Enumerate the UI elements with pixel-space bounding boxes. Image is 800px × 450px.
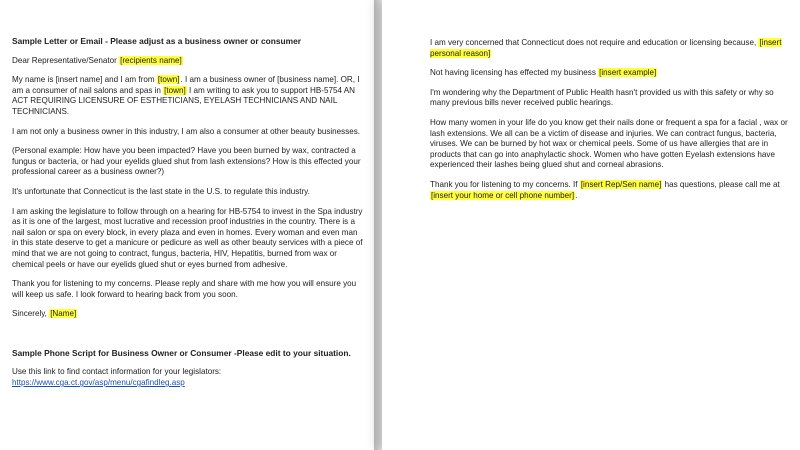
public-health-paragraph: I'm wondering why the Department of Public Health hasn't provided us with this safety or why so many previous bills never received public hearings. xyxy=(430,87,774,108)
legislator-link-paragraph: Use this link to find contact information for your legislators: https://www.cga.ct.gov/asp/menu/cgafindleg.asp xyxy=(12,367,222,388)
closing-paragraph: Thank you for listening to my concerns. If [insert Rep/Sen name] has questions, please call me at [insert your home or cell phone number]. xyxy=(430,179,780,200)
victims-paragraph: How many women in your life do you know get their nails done or frequent a spa for a facial , wax or lash extensions. We all can be a victim of disease and injuries. We can contract fungus, bacteria, viruses. We can be burned by hot wax or chemical peels. Some of us have allergies that are in products that can go into anaphylactic shock. Women who have gotten Eyelash extensions have experienced their lashes being glued shut and corneal abrasions. xyxy=(430,117,788,170)
business-effect-paragraph: Not having licensing has effected my business [insert example] xyxy=(430,68,657,78)
legislator-link[interactable]: https://www.cga.ct.gov/asp/menu/cgafindleg.asp xyxy=(12,378,185,388)
phone-number-highlight: [insert your home or cell phone number] xyxy=(431,190,575,200)
sign-off: Sincerely, [Name] xyxy=(12,309,77,319)
town-highlight-2: [town] xyxy=(164,85,186,95)
page-gutter xyxy=(374,0,382,450)
rep-sen-name-highlight: [insert Rep/Sen name] xyxy=(580,179,662,189)
concern-paragraph: I am very concerned that Connecticut does not require and education or licensing because, [insert personal reason] xyxy=(430,38,782,58)
recipients-name-highlight: [recipients name] xyxy=(120,55,182,65)
consumer-paragraph: I am not only a business owner in this industry, I am also a consumer at other beauty businesses. xyxy=(12,126,361,136)
left-page xyxy=(0,0,374,450)
personal-example-paragraph: (Personal example: How have you been impacted? Have you been burned by wax, contracted a fungus or bacteria, or had your eyelids glued shut from lash extensions? How is this effected your professional career as a business owner?) xyxy=(12,146,361,177)
example-highlight: [insert example] xyxy=(599,68,657,78)
right-page xyxy=(382,0,800,450)
last-state-paragraph: It's unfortunate that Connecticut is the last state in the U.S. to regulate this industry. xyxy=(12,186,310,196)
thank-you-paragraph: Thank you for listening to my concerns. Please reply and share with me how you will ensure you will keep us safe. I look forward to hearing back from you soon. xyxy=(12,279,357,299)
salutation: Dear Representative/Senator [recipients name] xyxy=(12,55,182,65)
town-highlight: [town] xyxy=(157,75,180,85)
personal-reason-highlight: [insert personal reason] xyxy=(430,38,782,58)
name-highlight: [Name] xyxy=(50,309,77,319)
intro-paragraph: My name is [insert name] and I am from [town]. I am a business owner of [business name]. OR, I am a consumer of nail salons and spas in [town] I am writing to ask you to support HB-5754 AN ACT REQUIRING LICENSURE OF ESTHETICIANS, EYELASH TECHNICIANS AND NAIL TECHNICIANS. xyxy=(12,75,360,116)
phone-script-heading: Sample Phone Script for Business Owner or Consumer -Please edit to your situation. xyxy=(12,347,351,358)
hearing-request-paragraph: I am asking the legislature to follow through on a hearing for HB-5754 to invest in the Spa industry as it is one of the largest, most lucrative and recession proof industries in the country. There is a nail salon or spa on every block, in every plaza and even in homes. Every woman and even man in this state deserve to get a manicure or pedicure as well as other beauty services with a piece of mind that we are not going to contract, fungus, bacteria, HIV, Hepatitis, burned from wax or chemical peels or have our eyelids glued shut or eyes burned from adhesive. xyxy=(12,206,363,269)
letter-heading: Sample Letter or Email - Please adjust as a business owner or consumer xyxy=(12,36,302,46)
